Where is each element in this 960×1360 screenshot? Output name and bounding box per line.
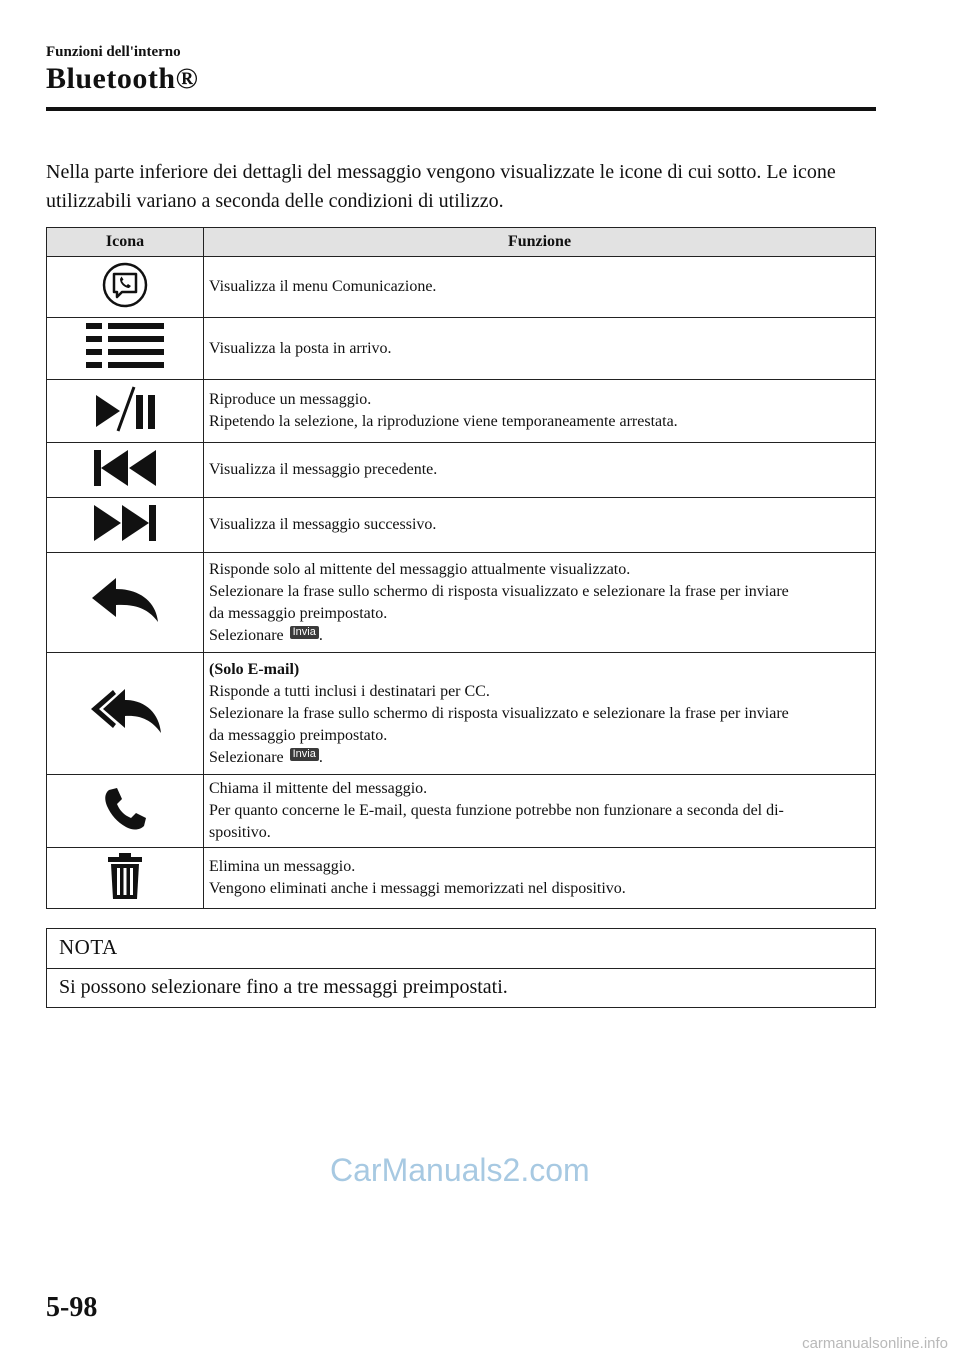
- column-header-function: Funzione: [204, 228, 876, 257]
- function-text: spositivo.: [209, 824, 271, 841]
- intro-paragraph: Nella parte inferiore dei dettagli del messaggio vengono visualizzate le icone di cui sotto. Le icone utilizzabili variano a seconda delle condizioni di utilizzo.: [46, 161, 836, 212]
- function-cell: [204, 257, 876, 318]
- table-row: [47, 318, 876, 380]
- function-text: Selezionare: [209, 748, 284, 766]
- watermark: CarManuals2.com: [330, 1152, 590, 1188]
- icon-function-table: [46, 227, 876, 909]
- function-cell: [204, 443, 876, 498]
- icon-cell: [47, 775, 204, 848]
- title-rule: [46, 107, 876, 111]
- send-button-graphic: Invia: [290, 626, 319, 639]
- function-cell: [204, 653, 876, 775]
- play-pause-icon: [90, 383, 160, 435]
- reply-icon: [88, 574, 162, 626]
- function-cell: [204, 775, 876, 848]
- phone-icon: [100, 784, 150, 834]
- icon-cell: [47, 380, 204, 443]
- icon-cell: [47, 443, 204, 498]
- function-text: Risponde solo al mittente del messaggio attualmente visualizzato.: [209, 560, 631, 578]
- section-label: Funzioni dell'interno: [46, 44, 181, 60]
- footer-site-label: carmanualsonline.info: [802, 1335, 948, 1352]
- select-send-line: [209, 747, 871, 769]
- table-row: [47, 380, 876, 443]
- table-row: [47, 848, 876, 909]
- communication-menu-icon: [100, 260, 150, 310]
- icon-cell: [47, 553, 204, 653]
- table-row: [47, 653, 876, 775]
- function-text-bold: (Solo E-mail): [209, 660, 300, 678]
- function-text: Selezionare la frase sullo schermo di risposta visualizzato e selezionare la frase per inviare: [209, 704, 789, 722]
- note-text: Si possono selezionare fino a tre messaggi preimpostati.: [59, 976, 508, 998]
- function-text: Per quanto concerne le E-mail, questa funzione potrebbe non funzionare a seconda del di-: [209, 802, 784, 819]
- page-title: Bluetooth®: [46, 62, 199, 95]
- next-message-icon: [92, 502, 158, 544]
- icon-cell: [47, 653, 204, 775]
- table-row: [47, 257, 876, 318]
- send-button-graphic: Invia: [290, 748, 319, 761]
- trash-icon: [105, 851, 145, 901]
- function-text: Selezionare: [209, 626, 284, 644]
- table-row: [47, 498, 876, 553]
- table-header-row: [47, 228, 876, 257]
- icon-cell: [47, 848, 204, 909]
- function-cell: [204, 498, 876, 553]
- inbox-list-icon: [84, 321, 166, 371]
- table-row: [47, 553, 876, 653]
- table-row: [47, 443, 876, 498]
- function-text: Selezionare la frase sullo schermo di risposta visualizzato e selezionare la frase per inviare: [209, 582, 789, 600]
- icon-cell: [47, 318, 204, 380]
- icon-cell: [47, 257, 204, 318]
- function-text: Visualizza il menu Comunicazione.: [209, 278, 437, 295]
- function-text: Elimina un messaggio.: [209, 858, 356, 875]
- select-send-line: [209, 625, 871, 647]
- function-text: .: [318, 748, 323, 766]
- function-text: da messaggio preimpostato.: [209, 726, 388, 744]
- function-text: Chiama il mittente del messaggio.: [209, 780, 428, 797]
- function-text: Visualizza la posta in arrivo.: [209, 339, 392, 357]
- note-title: NOTA: [47, 929, 875, 969]
- previous-message-icon: [92, 447, 158, 489]
- icon-cell: [47, 498, 204, 553]
- function-text: .: [318, 626, 323, 644]
- function-text: Riproduce un messaggio.: [209, 391, 372, 408]
- function-cell: [204, 380, 876, 443]
- function-cell: [204, 848, 876, 909]
- function-text: Vengono eliminati anche i messaggi memorizzati nel dispositivo.: [209, 880, 626, 897]
- page-number: 5-98: [46, 1292, 98, 1323]
- function-cell: [204, 318, 876, 380]
- function-cell: [204, 553, 876, 653]
- note-box: [46, 928, 876, 1008]
- function-text: Risponde a tutti inclusi i destinatari per CC.: [209, 682, 490, 700]
- reply-all-icon: [87, 685, 163, 737]
- table-row: [47, 775, 876, 848]
- function-text: da messaggio preimpostato.: [209, 604, 388, 622]
- function-text: Ripetendo la selezione, la riproduzione viene temporaneamente arrestata.: [209, 413, 678, 430]
- function-text: Visualizza il messaggio precedente.: [209, 461, 438, 478]
- column-header-icon: Icona: [47, 228, 204, 257]
- function-text: Visualizza il messaggio successivo.: [209, 516, 437, 533]
